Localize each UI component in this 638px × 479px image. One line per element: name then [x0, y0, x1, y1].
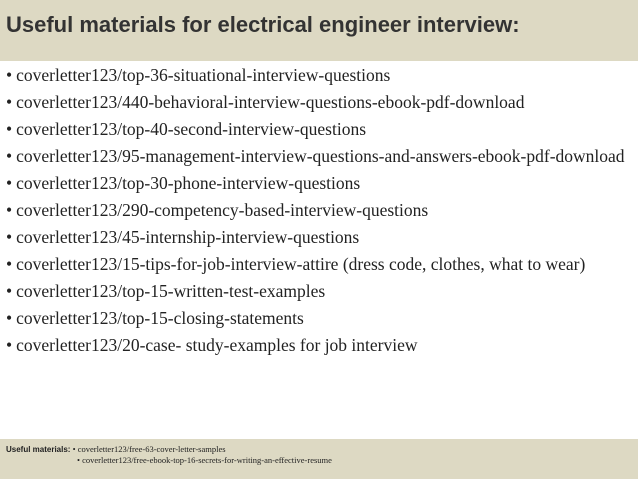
- bullet-icon: •: [6, 308, 13, 328]
- list-item-text: coverletter123/45-internship-interview-questions: [16, 227, 360, 247]
- list-item-text: coverletter123/top-30-phone-interview-questions: [16, 173, 361, 193]
- bullet-icon: •: [6, 119, 13, 139]
- list-item[interactable]: [6, 144, 626, 168]
- footer-row: [6, 455, 638, 466]
- list-item[interactable]: [6, 63, 626, 87]
- list-item-text: coverletter123/20-case- study-examples for job interview: [16, 335, 418, 355]
- bullet-icon: •: [6, 200, 13, 220]
- list-item-text: coverletter123/95-management-interview-questions-and-answers-ebook-pdf-download: [16, 146, 625, 166]
- list-item[interactable]: [6, 117, 626, 141]
- list-item-text: coverletter123/290-competency-based-interview-questions: [16, 200, 429, 220]
- footer-band: [0, 439, 638, 479]
- bullet-icon: •: [6, 254, 13, 274]
- page-title: Useful materials for electrical engineer interview:: [6, 12, 520, 37]
- bullet-icon: •: [6, 227, 13, 247]
- footer-link[interactable]: coverletter123/free-63-cover-letter-samples: [77, 444, 226, 454]
- header-band: [0, 0, 638, 61]
- bullet-icon: •: [6, 146, 13, 166]
- list-item-text: coverletter123/440-behavioral-interview-questions-ebook-pdf-download: [16, 92, 525, 112]
- list-item[interactable]: [6, 90, 626, 114]
- list-item[interactable]: [6, 279, 626, 303]
- list-item[interactable]: [6, 198, 626, 222]
- bullet-icon: •: [6, 65, 13, 85]
- footer-link[interactable]: coverletter123/free-ebook-top-16-secrets-for-writing-an-effective-resume: [82, 455, 332, 465]
- bullet-icon: •: [6, 173, 13, 193]
- list-item-text: coverletter123/top-36-situational-interview-questions: [16, 65, 391, 85]
- list-item[interactable]: [6, 252, 626, 276]
- list-item[interactable]: [6, 171, 626, 195]
- footer-bullet-icon: •: [77, 455, 80, 465]
- list-item[interactable]: [6, 306, 626, 330]
- bullet-icon: •: [6, 281, 13, 301]
- list-item-text: coverletter123/top-15-closing-statements: [16, 308, 304, 328]
- list-item-text: coverletter123/top-40-second-interview-questions: [16, 119, 367, 139]
- list-item[interactable]: [6, 333, 626, 357]
- list-item[interactable]: [6, 225, 626, 249]
- list-item-text: coverletter123/top-15-written-test-examples: [16, 281, 326, 301]
- footer-bullet-icon: •: [72, 444, 76, 454]
- bullet-icon: •: [6, 92, 13, 112]
- materials-list: [6, 63, 626, 360]
- footer-row: [6, 444, 638, 455]
- footer-label: Useful materials:: [6, 445, 71, 454]
- list-item-text: coverletter123/15-tips-for-job-interview-attire (dress code, clothes, what to wear): [16, 254, 586, 274]
- bullet-icon: •: [6, 335, 13, 355]
